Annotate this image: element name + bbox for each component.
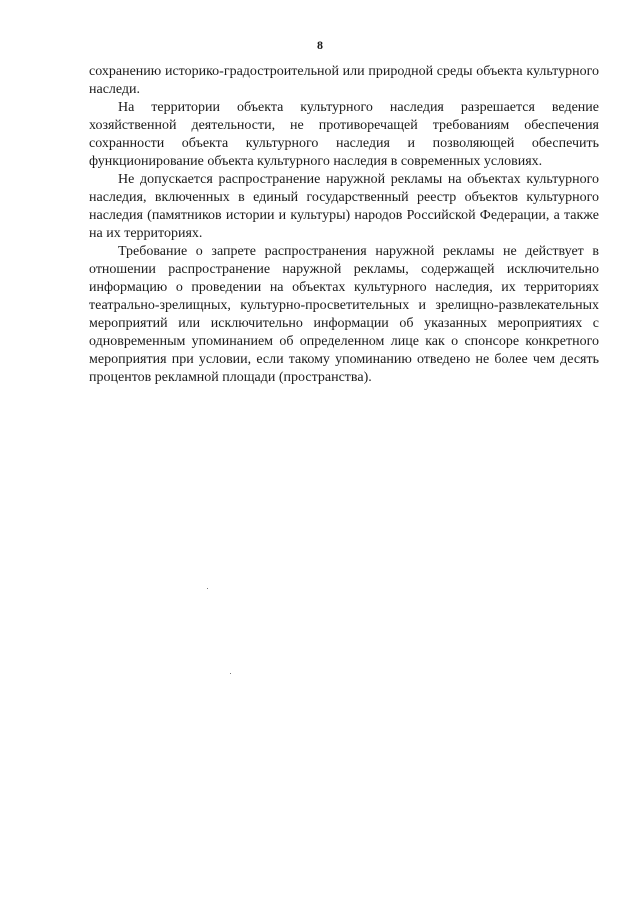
- paragraph-ban-exception: Требование о запрете распространения наружной рекламы не действует в отношении распространение наружной рекламы, содержащей исключительно информацию о проведении на объектах культурного наследия, их территориях театрально-зрелищных, культурно-просветительных и зрелищно-развлекательных мероприятий или исключительно информации об указанных мероприятиях с одновременным упоминанием об определенном лице как о спонсоре конкретного мероприятия при условии, если такому упоминанию отведено не более чем десять процентов рекламной площади (пространства).: [89, 244, 599, 385]
- paragraph-economic-activity: На территории объекта культурного наследия разрешается ведение хозяйственной деятельности, не противоречащей требованиям обеспечения сохранности объекта культурного наследия и позволяющей обеспечить функционирование объекта культурного наследия в современных условиях.: [89, 100, 599, 169]
- page-number: 8: [317, 38, 323, 52]
- paragraph-advertising-ban: Не допускается распространение наружной рекламы на объектах культурного наследия, включенных в единый государственный реестр объектов культурного наследия (памятников истории и культуры) народов Российской Федерации, а также на их территориях.: [89, 172, 599, 241]
- document-body: [89, 63, 599, 387]
- scan-speck: [230, 673, 231, 674]
- paragraph-continuation: сохранению историко-градостроительной или природной среды объекта культурного наследи.: [89, 64, 599, 97]
- scan-speck: [207, 588, 208, 589]
